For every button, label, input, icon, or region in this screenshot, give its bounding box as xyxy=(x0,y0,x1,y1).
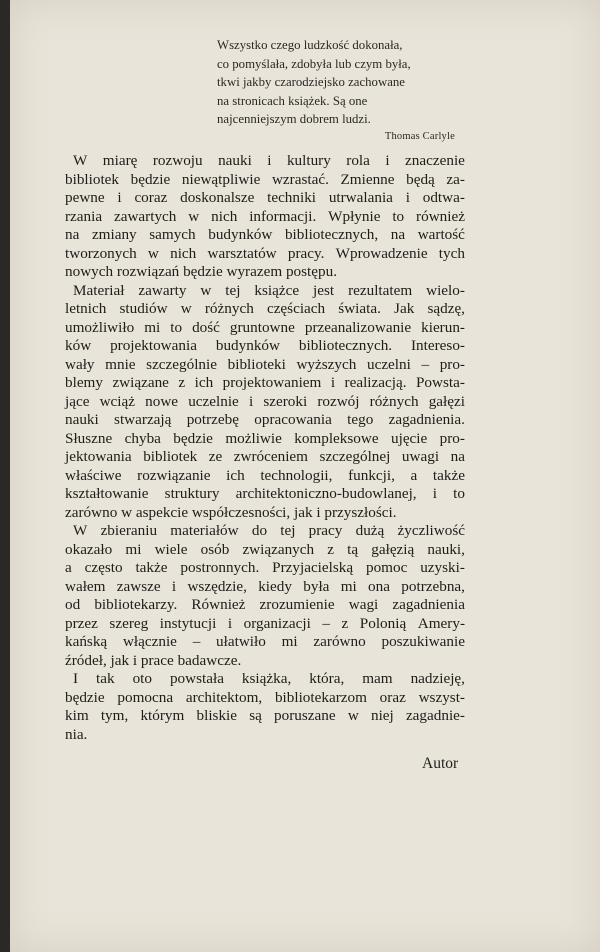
paragraph-line: nauki stwarzają potrzebę opracowania tego zagadnienia. xyxy=(65,411,465,428)
paragraph-line: wałem zawsze i wszędzie, kiedy była mi ona potrzebna, xyxy=(65,577,465,595)
epigraph-line: tkwi jakby czarodziejsko zachowane xyxy=(217,75,405,90)
paragraph-line: właściwe rozwiązanie ich technologii, funkcji, a także xyxy=(65,466,465,484)
paragraph-line: I tak oto powstała książka, która, mam nadzieję, xyxy=(73,670,465,687)
paragraph-line: bibliotek będzie niewątpliwie wzrastać. Zmienne będą za- xyxy=(65,170,465,188)
epigraph-line: Wszystko czego ludzkość dokonała, xyxy=(217,38,403,52)
paragraph-line: będzie pomocna architektom, bibliotekarzom oraz wszyst- xyxy=(65,688,465,706)
paragraph-line: zarówno w aspekcie współczesności, jak i przyszłości. xyxy=(65,503,397,521)
epigraph xyxy=(217,36,477,147)
paragraph-line: źródeł, jak i prace badawcze. xyxy=(65,651,242,669)
paragraph-line: przez szereg instytucji i organizacji – z Polonią Amery- xyxy=(65,614,465,632)
paragraph-line: letnich studiów w różnych częściach świata. Jak sądzę, xyxy=(65,300,465,317)
epigraph-line: najcenniejszym dobrem ludzi. xyxy=(217,112,371,127)
paragraph-line: W zbieraniu materiałów do tej pracy dużą życzliwość xyxy=(73,522,465,539)
paragraph-line: kształtowanie struktury architektoniczno-budowlanej, i to xyxy=(65,485,465,502)
paragraph-line: ków projektowania budynków bibliotecznych. Intereso- xyxy=(65,337,465,354)
signature: Autor xyxy=(422,755,459,772)
epigraph-line: co pomyślała, zdobyła lub czym była, xyxy=(217,56,411,71)
paragraph-line: rzania zawartych w nich informacji. Wpłynie to również xyxy=(65,207,465,225)
paragraph-line: okazało mi wiele osób związanych z tą gałęzią nauki, xyxy=(65,540,465,558)
paragraph-line: W miarę rozwoju nauki i kultury rola i znaczenie xyxy=(73,152,465,169)
paragraph-line: jektowania bibliotek ze zwróceniem szczególnej uwagi na xyxy=(65,448,465,465)
paragraph-line: kim tym, którym bliskie są poruszane w niej zagadnie- xyxy=(65,707,465,724)
paragraph-line: kańską włącznie – ułatwiło mi zarówno poszukiwanie xyxy=(65,633,465,650)
paragraph-line: na zmiany samych budynków bibliotecznych, na wartość xyxy=(65,226,465,243)
paragraph-line: nia. xyxy=(65,725,88,743)
paragraph-line: Materiał zawarty w tej książce jest rezultatem wielo- xyxy=(73,281,465,299)
paragraph-line: wały mnie szczególnie biblioteki wyższych uczelni – pro- xyxy=(65,355,465,373)
book-page xyxy=(10,0,600,952)
preface-text xyxy=(65,152,465,744)
paragraph-line: Słuszne chyba będzie możliwie kompleksowe ujęcie pro- xyxy=(65,429,465,447)
paragraph-line: umożliwiło mi to dość gruntowne przeanalizowanie kierun- xyxy=(65,318,465,336)
paragraph-line: nowych rozwiązań będzie wyrazem postępu. xyxy=(65,263,337,280)
epigraph-author: Thomas Carlyle xyxy=(384,130,455,142)
paragraph-line: a często także postronnych. Przyjacielską pomoc uzyski- xyxy=(65,559,465,576)
paragraph-line: blemy związane z ich projektowaniem i realizacją. Powsta- xyxy=(65,374,465,391)
epigraph-line: na stronicach książek. Są one xyxy=(217,93,368,108)
paragraph-line: tworzonych w nich warsztatów pracy. Wprowadzenie tych xyxy=(65,244,465,262)
paragraph-line: od bibliotekarzy. Również zrozumienie wagi zagadnienia xyxy=(65,596,465,613)
paragraph-line: jące wciąż nowe uczelnie i szeroki rozwój różnych gałęzi xyxy=(65,392,465,410)
paragraph-line: pewne i coraz doskonalsze techniki utrwalania i odtwa- xyxy=(65,189,465,206)
